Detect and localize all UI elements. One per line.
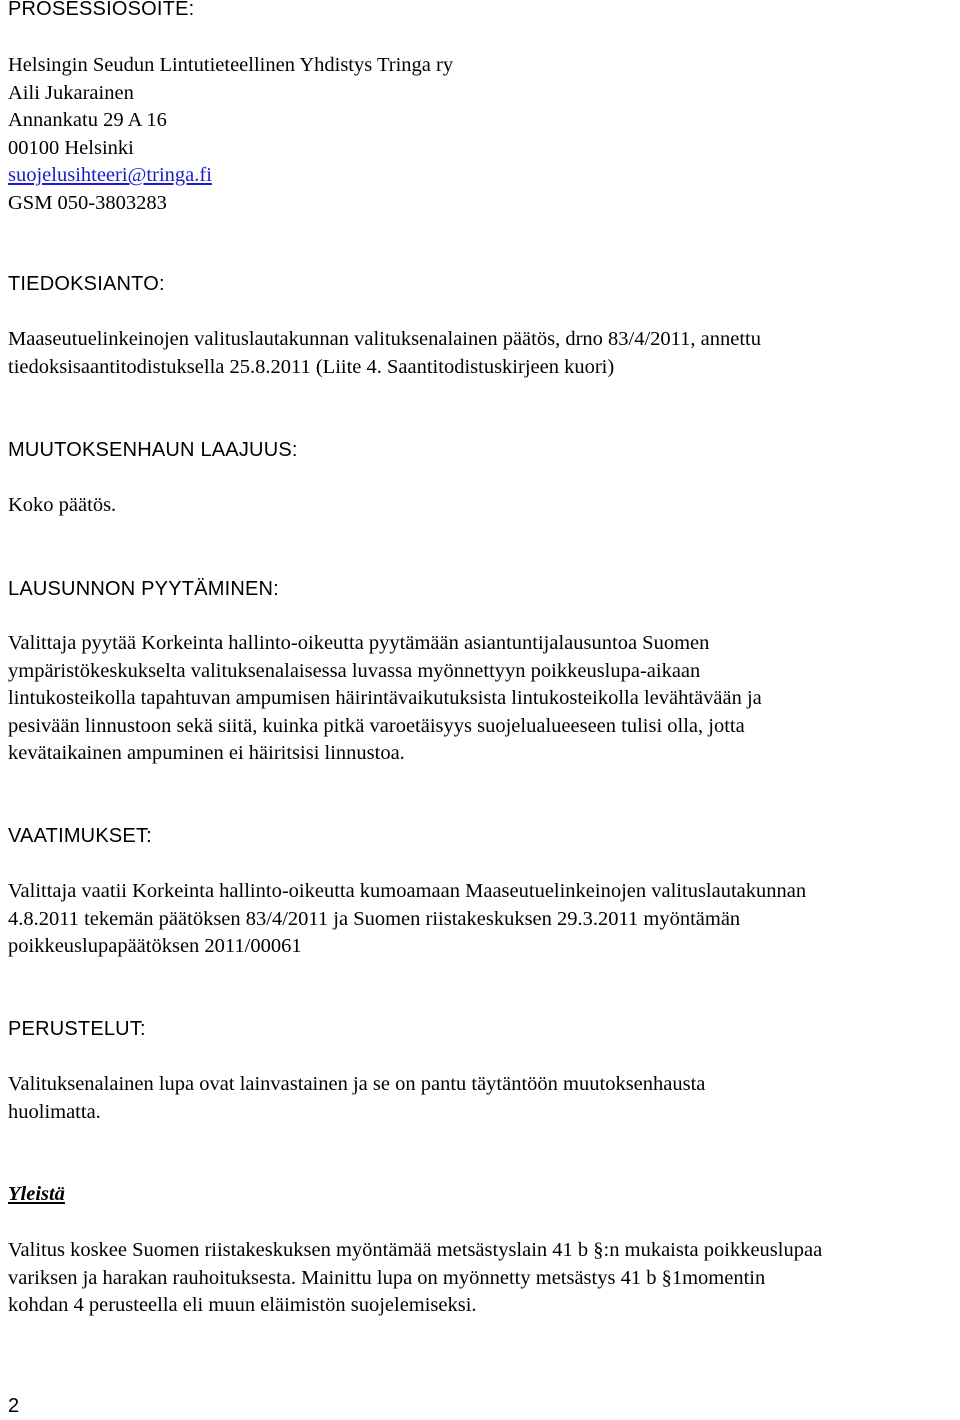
- paragraph-line: pesivään linnustoon sekä siitä, kuinka pitkä varoetäisyys suojelualueeseen tulisi olla, jotta: [8, 714, 745, 737]
- statement-body: [8, 630, 762, 768]
- address-line: Helsingin Seudun Lintutieteellinen Yhdistys Tringa ry: [8, 54, 454, 76]
- address-line: 00100 Helsinki: [8, 136, 134, 159]
- applicant-address: [8, 52, 453, 217]
- demands-heading: VAATIMUKSET:: [8, 825, 152, 847]
- paragraph-line: poikkeuslupapäätöksen 2011/00061: [8, 935, 302, 957]
- paragraph-line: 4.8.2011 tekemän päätöksen 83/4/2011 ja Suomen riistakeskuksen 29.3.2011 myöntämän: [8, 907, 741, 930]
- address-line: Annankatu 29 A 16: [8, 109, 167, 131]
- applicant-heading: PROSESSIOSOITE:: [8, 0, 195, 20]
- grounds-heading: PERUSTELUT:: [8, 1018, 146, 1040]
- paragraph-line: Maaseutuelinkeinojen valituslautakunnan valituksenalainen päätös, drno 83/4/2011, annettu: [8, 328, 761, 350]
- page-number: 2: [8, 1395, 20, 1417]
- paragraph-line: Valituksenalainen lupa ovat lainvastainen ja se on pantu täytäntöön muutoksenhausta: [8, 1073, 706, 1095]
- demands-body: [8, 878, 806, 961]
- notification-body: [8, 326, 761, 381]
- paragraph-line: Valittaja vaatii Korkeinta hallinto-oikeutta kumoamaan Maaseutuelinkeinojen valituslautakunnan: [8, 880, 807, 902]
- scope-heading: MUUTOKSENHAUN LAAJUUS:: [8, 439, 298, 461]
- scope-text: Koko päätös.: [8, 494, 117, 516]
- general-body: [8, 1237, 822, 1320]
- paragraph-line: lintukosteikolla tapahtuvan ampumisen häirintävaikutuksista lintukosteikolla levähtävään ja: [8, 687, 762, 709]
- general-heading: Yleistä: [8, 1183, 65, 1205]
- paragraph-line: Valitus koskee Suomen riistakeskuksen myöntämää metsästyslain 41 b §:n mukaista poikkeuslupaa: [8, 1239, 823, 1261]
- phone-number: GSM 050-3803283: [8, 191, 167, 214]
- grounds-body: [8, 1071, 705, 1126]
- paragraph-line: kevätaikainen ampuminen ei häiritsisi linnustoa.: [8, 742, 405, 764]
- statement-heading: LAUSUNNON PYYTÄMINEN:: [8, 578, 279, 600]
- paragraph-line: kohdan 4 perusteella eli muun eläimistön suojelemiseksi.: [8, 1294, 477, 1316]
- paragraph-line: tiedoksisaantitodistuksella 25.8.2011 (Liite 4. Saantitodistuskirjeen kuori): [8, 355, 615, 378]
- paragraph-line: Valittaja pyytää Korkeinta hallinto-oikeutta pyytämään asiantuntijalausuntoa Suomen: [8, 632, 710, 654]
- paragraph-line: huolimatta.: [8, 1100, 101, 1123]
- address-line: Aili Jukarainen: [8, 81, 134, 104]
- paragraph-line: ympäristökeskukselta valituksenalaisessa luvassa myönnettyyn poikkeuslupa-aikaan: [8, 659, 701, 682]
- email-link[interactable]: suojelusihteeri@tringa.fi: [8, 164, 212, 186]
- paragraph-line: variksen ja harakan rauhoituksesta. Mainittu lupa on myönnetty metsästys 41 b §1momentin: [8, 1266, 766, 1289]
- notification-heading: TIEDOKSIANTO:: [8, 273, 165, 295]
